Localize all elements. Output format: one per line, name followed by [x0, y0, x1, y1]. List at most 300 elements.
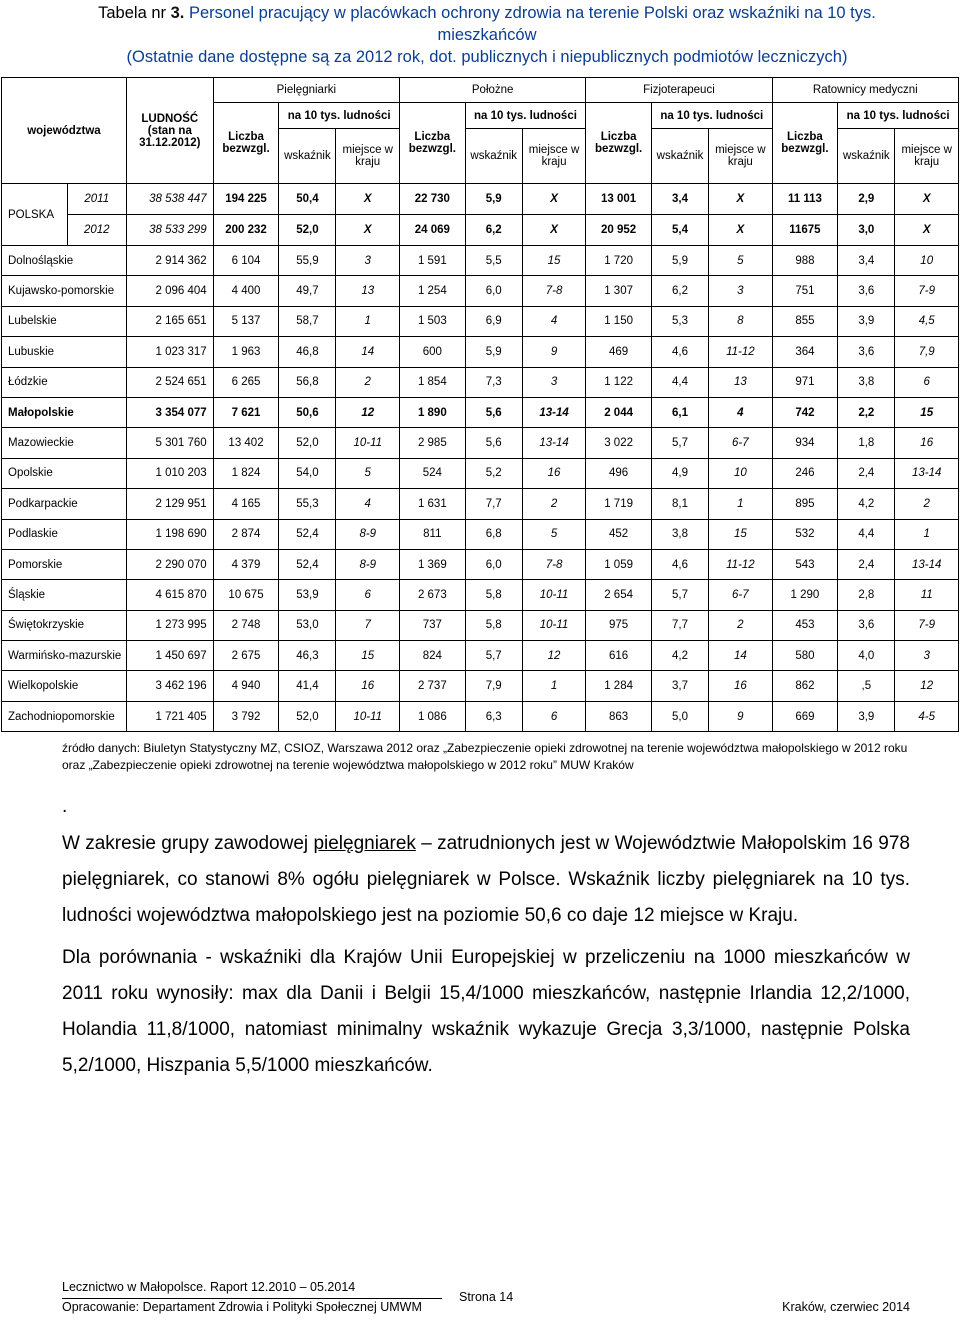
header-region: województwa: [2, 78, 127, 184]
personnel-table: [1, 77, 959, 732]
value-cell: 4,2: [651, 641, 708, 671]
value-cell: 5,5: [465, 246, 522, 276]
header-rank-0: miejsce w kraju: [336, 129, 400, 184]
value-cell: 5,8: [465, 610, 522, 640]
value-cell: 6,2: [651, 276, 708, 306]
paragraph-nurses-lead: W zakresie grupy zawodowej: [62, 833, 314, 854]
value-cell: 751: [772, 276, 838, 306]
table-row: [2, 397, 959, 427]
caption-prefix: Tabela nr: [98, 4, 171, 22]
value-cell: X: [709, 184, 773, 215]
value-cell: 1: [895, 519, 959, 549]
value-cell: 934: [772, 428, 838, 458]
footer-date: Kraków, czerwiec 2014: [782, 1300, 910, 1314]
region-name: Małopolskie: [2, 397, 127, 427]
value-cell: 1 369: [400, 549, 466, 579]
region-name: Podkarpackie: [2, 489, 127, 519]
caption-subtitle: (Ostatnie dane dostępne są za 2012 rok, dot. publicznych i niepublicznych podmiotów leczniczych): [126, 48, 848, 66]
value-cell: 1 591: [400, 246, 466, 276]
value-cell: 5,8: [465, 580, 522, 610]
footer-page-number: Strona 14: [459, 1290, 514, 1304]
value-cell: 9: [522, 337, 586, 367]
value-cell: 6: [336, 580, 400, 610]
value-cell: 7-9: [895, 276, 959, 306]
value-cell: 194 225: [213, 184, 279, 215]
value-cell: X: [895, 184, 959, 215]
value-cell: 6,9: [465, 306, 522, 336]
value-cell: 3 792: [213, 701, 279, 731]
value-cell: 1: [709, 489, 773, 519]
region-name: Wielkopolskie: [2, 671, 127, 701]
table-row: [2, 489, 959, 519]
value-cell: 20 952: [586, 215, 652, 246]
value-cell: 15: [895, 397, 959, 427]
value-cell: 4,9: [651, 458, 708, 488]
value-cell: 50,4: [279, 184, 336, 215]
value-cell: 2 654: [586, 580, 652, 610]
value-cell: 1 059: [586, 549, 652, 579]
value-cell: 5,6: [465, 428, 522, 458]
value-cell: 52,4: [279, 519, 336, 549]
value-cell: 2 675: [213, 641, 279, 671]
header-per10k-1: na 10 tys. ludności: [465, 103, 586, 129]
value-cell: 811: [400, 519, 466, 549]
header-count-2: Liczba bezwzgl.: [586, 103, 652, 184]
value-cell: 6-7: [709, 580, 773, 610]
value-cell: 15: [336, 641, 400, 671]
value-cell: 3,8: [651, 519, 708, 549]
value-cell: 13-14: [522, 428, 586, 458]
value-cell: 3,6: [838, 337, 895, 367]
value-cell: 13-14: [522, 397, 586, 427]
value-cell: 524: [400, 458, 466, 488]
value-cell: 2 737: [400, 671, 466, 701]
value-cell: 364: [772, 337, 838, 367]
value-cell: 1 254: [400, 276, 466, 306]
value-cell: 10 675: [213, 580, 279, 610]
value-cell: 1 963: [213, 337, 279, 367]
population-cell: 4 615 870: [126, 580, 213, 610]
region-name: Mazowieckie: [2, 428, 127, 458]
value-cell: 10-11: [522, 580, 586, 610]
value-cell: 737: [400, 610, 466, 640]
value-cell: 616: [586, 641, 652, 671]
value-cell: 988: [772, 246, 838, 276]
value-cell: 862: [772, 671, 838, 701]
header-group-physiotherapists: Fizjoterapeuci: [586, 78, 772, 103]
table-row: [2, 701, 959, 731]
value-cell: 52,4: [279, 549, 336, 579]
value-cell: 4 165: [213, 489, 279, 519]
value-cell: 1 290: [772, 580, 838, 610]
header-population: LUDNOŚĆ (stan na 31.12.2012): [126, 78, 213, 184]
year-cell: 2011: [67, 184, 126, 215]
value-cell: 5: [522, 519, 586, 549]
value-cell: 11-12: [709, 337, 773, 367]
region-name: Śląskie: [2, 580, 127, 610]
value-cell: 7,9: [465, 671, 522, 701]
value-cell: 496: [586, 458, 652, 488]
header-per10k-0: na 10 tys. ludności: [279, 103, 400, 129]
value-cell: 2: [522, 489, 586, 519]
value-cell: 3: [895, 641, 959, 671]
value-cell: 13-14: [895, 549, 959, 579]
value-cell: 2 673: [400, 580, 466, 610]
value-cell: 7,7: [651, 610, 708, 640]
header-group-paramedics: Ratownicy medyczni: [772, 78, 958, 103]
population-cell: 38 538 447: [126, 184, 213, 215]
table-row: [2, 367, 959, 397]
value-cell: 3,6: [838, 610, 895, 640]
caption-number: 3.: [170, 4, 185, 22]
value-cell: 4,6: [651, 337, 708, 367]
value-cell: 4,0: [838, 641, 895, 671]
header-count-3: Liczba bezwzgl.: [772, 103, 838, 184]
table-row: [2, 671, 959, 701]
population-cell: 2 165 651: [126, 306, 213, 336]
value-cell: 3,7: [651, 671, 708, 701]
header-per10k-2: na 10 tys. ludności: [651, 103, 772, 129]
value-cell: X: [336, 184, 400, 215]
value-cell: X: [895, 215, 959, 246]
value-cell: 5,7: [651, 428, 708, 458]
value-cell: 2: [895, 489, 959, 519]
table-row: [2, 641, 959, 671]
population-cell: 1 450 697: [126, 641, 213, 671]
paragraph-nurses: [62, 826, 910, 934]
table-row: [2, 306, 959, 336]
value-cell: X: [709, 215, 773, 246]
value-cell: 50,6: [279, 397, 336, 427]
value-cell: 2: [336, 367, 400, 397]
header-per10k-3: na 10 tys. ludności: [838, 103, 959, 129]
value-cell: 5,7: [465, 641, 522, 671]
table-row: [2, 246, 959, 276]
table-row: [2, 519, 959, 549]
value-cell: 8-9: [336, 549, 400, 579]
value-cell: 2,8: [838, 580, 895, 610]
value-cell: 855: [772, 306, 838, 336]
caption-text: Personel pracujący w placówkach ochrony zdrowia na terenie Polski oraz wskaźniki na 10 tys. mieszkańców: [184, 4, 876, 44]
value-cell: 15: [709, 519, 773, 549]
value-cell: 10-11: [336, 428, 400, 458]
value-cell: X: [522, 215, 586, 246]
value-cell: 16: [336, 671, 400, 701]
value-cell: 3,9: [838, 701, 895, 731]
value-cell: 3,9: [838, 306, 895, 336]
value-cell: 7-9: [895, 610, 959, 640]
value-cell: 5 137: [213, 306, 279, 336]
header-rank-2: miejsce w kraju: [709, 129, 773, 184]
value-cell: 6: [522, 701, 586, 731]
value-cell: 895: [772, 489, 838, 519]
value-cell: 7,7: [465, 489, 522, 519]
value-cell: 10: [895, 246, 959, 276]
value-cell: 5,3: [651, 306, 708, 336]
value-cell: 453: [772, 610, 838, 640]
footer-department: Opracowanie: Departament Zdrowia i Polityki Społecznej UMWM: [62, 1300, 422, 1314]
footer-divider: [62, 1298, 442, 1299]
region-name: Lubuskie: [2, 337, 127, 367]
value-cell: 1 307: [586, 276, 652, 306]
value-cell: 863: [586, 701, 652, 731]
value-cell: 4,2: [838, 489, 895, 519]
header-rank-1: miejsce w kraju: [522, 129, 586, 184]
value-cell: 3,4: [651, 184, 708, 215]
region-name: Opolskie: [2, 458, 127, 488]
value-cell: 5,6: [465, 397, 522, 427]
value-cell: 469: [586, 337, 652, 367]
value-cell: 4 379: [213, 549, 279, 579]
value-cell: 14: [336, 337, 400, 367]
value-cell: 13: [336, 276, 400, 306]
value-cell: 4: [336, 489, 400, 519]
population-cell: 2 290 070: [126, 549, 213, 579]
value-cell: 3: [336, 246, 400, 276]
value-cell: 3,0: [838, 215, 895, 246]
value-cell: 1 824: [213, 458, 279, 488]
value-cell: 4-5: [895, 701, 959, 731]
header-indicator-1: wskaźnik: [465, 129, 522, 184]
paragraph-comparison: Dla porównania - wskaźniki dla Krajów Unii Europejskiej w przeliczeniu na 1000 mieszkańców w 2011 roku wynosiły: max dla Danii i Belgii 15,4/1000 mieszkańców, następnie Irlandia 12,2/1000, Holandia 11,8/1000, natomiast minimalny wskaźnik wykazuje Grecja 3,3/1000, następnie Polska 5,2/1000, Hiszpania 5,5/1000 mieszkańców.: [62, 947, 910, 1076]
table-row: [2, 276, 959, 306]
value-cell: 2 044: [586, 397, 652, 427]
value-cell: 41,4: [279, 671, 336, 701]
value-cell: 246: [772, 458, 838, 488]
value-cell: 5,9: [465, 184, 522, 215]
population-cell: 2 524 651: [126, 367, 213, 397]
population-cell: 2 129 951: [126, 489, 213, 519]
header-count-0: Liczba bezwzgl.: [213, 103, 279, 184]
population-cell: 5 301 760: [126, 428, 213, 458]
region-name: Podlaskie: [2, 519, 127, 549]
value-cell: 669: [772, 701, 838, 731]
value-cell: 4,6: [651, 549, 708, 579]
value-cell: 52,0: [279, 701, 336, 731]
paragraph-nurses-rest: – zatrudnionych jest w Województwie Małopolskim 16 978 pielęgniarek, co stanowi 8% ogółu pielęgniarek w Polsce. Wskaźnik liczby pielęgniarek na 10 tys. ludności województwa małopolskiego jest na poziomie 50,6 co daje 12 miejsce w Kraju.: [62, 833, 911, 926]
value-cell: 1 150: [586, 306, 652, 336]
header-indicator-3: wskaźnik: [838, 129, 895, 184]
table-row: [2, 337, 959, 367]
region-name: Lubelskie: [2, 306, 127, 336]
value-cell: 4 940: [213, 671, 279, 701]
value-cell: 2,4: [838, 549, 895, 579]
value-cell: 13-14: [895, 458, 959, 488]
value-cell: 4 400: [213, 276, 279, 306]
stray-dot: .: [62, 796, 68, 817]
value-cell: 55,3: [279, 489, 336, 519]
value-cell: 452: [586, 519, 652, 549]
value-cell: 12: [336, 397, 400, 427]
value-cell: 2 874: [213, 519, 279, 549]
value-cell: 600: [400, 337, 466, 367]
value-cell: 16: [895, 428, 959, 458]
value-cell: 52,0: [279, 428, 336, 458]
footer-report: Lecznictwo w Małopolsce. Raport 12.2010 – 05.2014: [62, 1280, 356, 1294]
value-cell: 10: [709, 458, 773, 488]
value-cell: 3,4: [838, 246, 895, 276]
value-cell: 6,0: [465, 276, 522, 306]
value-cell: 53,0: [279, 610, 336, 640]
value-cell: 824: [400, 641, 466, 671]
value-cell: 200 232: [213, 215, 279, 246]
value-cell: 7,3: [465, 367, 522, 397]
value-cell: 8-9: [336, 519, 400, 549]
value-cell: 975: [586, 610, 652, 640]
value-cell: 532: [772, 519, 838, 549]
value-cell: 1 631: [400, 489, 466, 519]
value-cell: 971: [772, 367, 838, 397]
value-cell: 3 022: [586, 428, 652, 458]
value-cell: 5: [709, 246, 773, 276]
value-cell: 1 086: [400, 701, 466, 731]
value-cell: 53,9: [279, 580, 336, 610]
value-cell: 2 748: [213, 610, 279, 640]
population-cell: 1 198 690: [126, 519, 213, 549]
value-cell: 2,4: [838, 458, 895, 488]
value-cell: 46,8: [279, 337, 336, 367]
value-cell: 7-8: [522, 276, 586, 306]
value-cell: 16: [709, 671, 773, 701]
value-cell: 1 890: [400, 397, 466, 427]
value-cell: 6,3: [465, 701, 522, 731]
header-count-1: Liczba bezwzgl.: [400, 103, 466, 184]
value-cell: 5,9: [465, 337, 522, 367]
value-cell: 13 001: [586, 184, 652, 215]
table-caption: [72, 2, 902, 68]
region-name: Łódzkie: [2, 367, 127, 397]
region-name: Świętokrzyskie: [2, 610, 127, 640]
value-cell: 1,8: [838, 428, 895, 458]
value-cell: 2 985: [400, 428, 466, 458]
value-cell: ,5: [838, 671, 895, 701]
value-cell: 5,0: [651, 701, 708, 731]
population-cell: 38 533 299: [126, 215, 213, 246]
value-cell: 2: [709, 610, 773, 640]
value-cell: 1 854: [400, 367, 466, 397]
value-cell: 49,7: [279, 276, 336, 306]
value-cell: 7 621: [213, 397, 279, 427]
value-cell: 8: [709, 306, 773, 336]
value-cell: 58,7: [279, 306, 336, 336]
value-cell: 12: [522, 641, 586, 671]
value-cell: 10-11: [522, 610, 586, 640]
region-name: Pomorskie: [2, 549, 127, 579]
value-cell: 543: [772, 549, 838, 579]
population-cell: 2 096 404: [126, 276, 213, 306]
header-group-midwives: Położne: [400, 78, 586, 103]
region-name: Kujawsko-pomorskie: [2, 276, 127, 306]
value-cell: 5,7: [651, 580, 708, 610]
value-cell: 11675: [772, 215, 838, 246]
caption-line-1: [72, 2, 902, 46]
value-cell: 4: [709, 397, 773, 427]
value-cell: 24 069: [400, 215, 466, 246]
header-rank-3: miejsce w kraju: [895, 129, 959, 184]
value-cell: 1: [522, 671, 586, 701]
source-note: źródło danych: Biuletyn Statystyczny MZ, CSIOZ, Warszawa 2012 oraz „Zabezpieczenie opieki zdrowotnej na terenie województwa małopolskiego w 2012 roku oraz „Zabezpieczenie opieki zdrowotnej na terenie województwa małopolskiego w 2012 roku” MUW Kraków: [62, 741, 908, 772]
population-cell: 1 010 203: [126, 458, 213, 488]
value-cell: 5,9: [651, 246, 708, 276]
region-name: Warmińsko-mazurskie: [2, 641, 127, 671]
value-cell: 3,6: [838, 276, 895, 306]
value-cell: 6,1: [651, 397, 708, 427]
value-cell: X: [522, 184, 586, 215]
value-cell: 10-11: [336, 701, 400, 731]
population-cell: 1 023 317: [126, 337, 213, 367]
value-cell: 4: [522, 306, 586, 336]
value-cell: 5,2: [465, 458, 522, 488]
population-cell: 2 914 362: [126, 246, 213, 276]
paragraph-nurses-underlined: pielęgniarek: [313, 833, 416, 854]
value-cell: 11: [895, 580, 959, 610]
value-cell: 7: [336, 610, 400, 640]
value-cell: 6,0: [465, 549, 522, 579]
value-cell: X: [336, 215, 400, 246]
population-cell: 3 354 077: [126, 397, 213, 427]
header-indicator-2: wskaźnik: [651, 129, 708, 184]
value-cell: 1 284: [586, 671, 652, 701]
value-cell: 52,0: [279, 215, 336, 246]
value-cell: 11-12: [709, 549, 773, 579]
country-label: POLSKA: [2, 184, 68, 246]
value-cell: 5,4: [651, 215, 708, 246]
value-cell: 1 720: [586, 246, 652, 276]
value-cell: 6-7: [709, 428, 773, 458]
value-cell: 56,8: [279, 367, 336, 397]
value-cell: 4,4: [651, 367, 708, 397]
value-cell: 580: [772, 641, 838, 671]
value-cell: 55,9: [279, 246, 336, 276]
value-cell: 13: [709, 367, 773, 397]
value-cell: 6: [895, 367, 959, 397]
table-row: [2, 549, 959, 579]
value-cell: 8,1: [651, 489, 708, 519]
value-cell: 16: [522, 458, 586, 488]
header-indicator-0: wskaźnik: [279, 129, 336, 184]
header-group-nurses: Pielęgniarki: [213, 78, 399, 103]
value-cell: 22 730: [400, 184, 466, 215]
region-name: Zachodniopomorskie: [2, 701, 127, 731]
table-row: [2, 458, 959, 488]
population-cell: 1 721 405: [126, 701, 213, 731]
value-cell: 12: [895, 671, 959, 701]
value-cell: 9: [709, 701, 773, 731]
value-cell: 1 719: [586, 489, 652, 519]
value-cell: 6 265: [213, 367, 279, 397]
value-cell: 1 122: [586, 367, 652, 397]
value-cell: 7-8: [522, 549, 586, 579]
value-cell: 6,2: [465, 215, 522, 246]
value-cell: 742: [772, 397, 838, 427]
value-cell: 46,3: [279, 641, 336, 671]
value-cell: 3,8: [838, 367, 895, 397]
value-cell: 3: [709, 276, 773, 306]
population-cell: 1 273 995: [126, 610, 213, 640]
value-cell: 54,0: [279, 458, 336, 488]
value-cell: 4,4: [838, 519, 895, 549]
table-row-polska: [2, 184, 959, 215]
value-cell: 11 113: [772, 184, 838, 215]
value-cell: 6,8: [465, 519, 522, 549]
value-cell: 13 402: [213, 428, 279, 458]
value-cell: 7,9: [895, 337, 959, 367]
value-cell: 1: [336, 306, 400, 336]
population-cell: 3 462 196: [126, 671, 213, 701]
region-name: Dolnośląskie: [2, 246, 127, 276]
value-cell: 14: [709, 641, 773, 671]
value-cell: 4,5: [895, 306, 959, 336]
